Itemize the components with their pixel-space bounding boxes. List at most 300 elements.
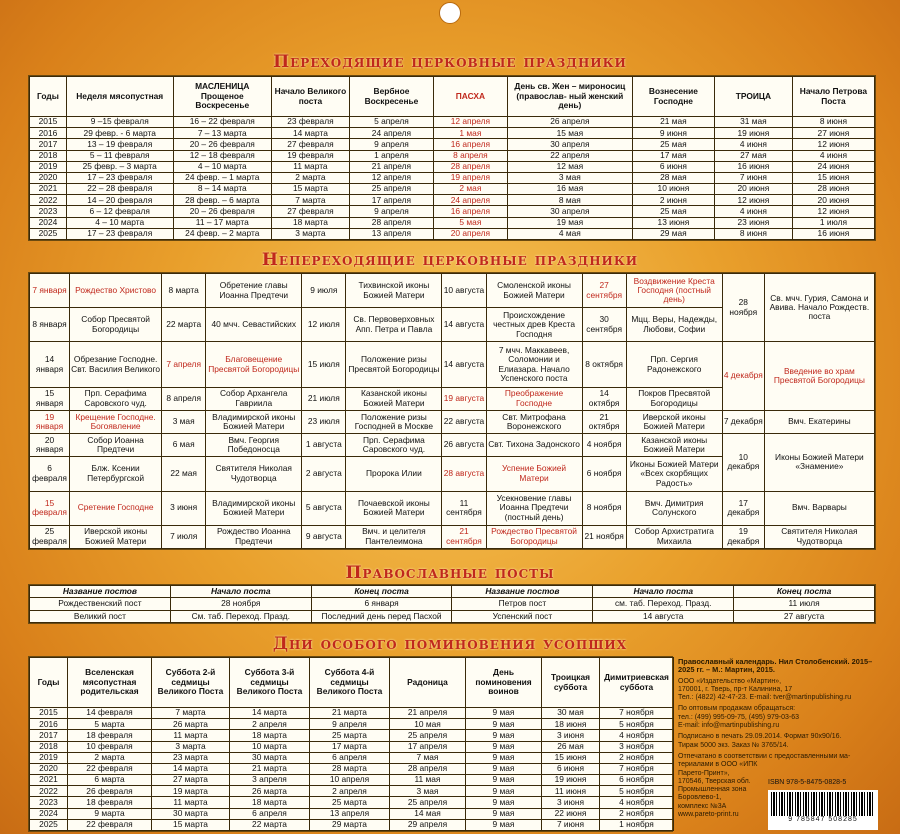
moving-cell: 2021 xyxy=(30,184,67,195)
moving-cell: 13 июня xyxy=(632,217,714,228)
fasts-header-cell: Начало поста xyxy=(170,586,311,598)
moving-cell: 2020 xyxy=(30,172,67,183)
memorial-cell: 5 марта xyxy=(68,719,152,730)
moving-cell: 3 марта xyxy=(271,228,349,239)
moving-cell: 31 мая xyxy=(714,117,792,128)
fixed-date-cell: 19 августа xyxy=(442,387,486,410)
moving-cell: 18 марта xyxy=(271,217,349,228)
moving-cell: 19 февраля xyxy=(271,150,349,161)
memorial-cell: 6 апреля xyxy=(230,808,310,819)
memorial-cell: 9 мая xyxy=(466,763,542,774)
moving-cell: 28 апреля xyxy=(433,161,507,172)
memorial-cell: 6 июня xyxy=(542,763,600,774)
moving-header-cell: ТРОИЦА xyxy=(714,77,792,117)
fixed-feast-cell: Смоленской иконы Божией Матери xyxy=(486,274,582,308)
memorial-cell: 9 мая xyxy=(466,708,542,719)
fixed-date-cell: 22 марта xyxy=(162,308,206,342)
fixed-feast-cell: Введение во храм Пресвятой Богородицы xyxy=(764,342,874,410)
memorial-row xyxy=(30,730,674,741)
moving-cell: 30 апреля xyxy=(507,206,632,217)
memorial-row xyxy=(30,775,674,786)
fixed-feast-cell: Свт. Митрофана Воронежского xyxy=(486,410,582,433)
moving-cell: 9 июня xyxy=(632,128,714,139)
moving-cell: 4 – 10 марта xyxy=(66,217,173,228)
imprint-line: териалами в ООО «ИПК xyxy=(678,761,758,769)
moving-cell: 2024 xyxy=(30,217,67,228)
moving-cell: 30 апреля xyxy=(507,139,632,150)
memorial-cell: 28 марта xyxy=(310,763,390,774)
fixed-feast-cell: Иконы Божией Матери «Знамение» xyxy=(764,434,874,491)
fasts-cell: См. таб. Переход. Празд. xyxy=(170,610,311,622)
fixed-date-cell: 17 декабря xyxy=(722,491,764,525)
memorial-cell: 23 марта xyxy=(152,752,230,763)
memorial-cell: 5 ноября xyxy=(600,719,674,730)
moving-row xyxy=(30,206,875,217)
memorial-cell: 30 марта xyxy=(152,808,230,819)
fixed-date-cell: 21 ноября xyxy=(582,525,626,548)
fixed-date-cell: 7 января xyxy=(30,274,70,308)
fasts-header-cell: Название постов xyxy=(30,586,171,598)
imprint-line: E-mail: info@martinpublishing.ru xyxy=(678,722,780,730)
memorial-cell: 3 марта xyxy=(152,741,230,752)
moving-cell: 24 февр. – 1 марта xyxy=(173,172,271,183)
fixed-date-cell: 28 августа xyxy=(442,457,486,491)
moving-cell: 4 июня xyxy=(714,206,792,217)
fixed-feast-cell: Владимирской иконы Божией Матери xyxy=(206,491,302,525)
moving-cell: 28 февр. – 6 марта xyxy=(173,195,271,206)
memorial-cell: 2018 xyxy=(30,741,68,752)
moving-row xyxy=(30,139,875,150)
fixed-feast-cell: Свт. Тихона Задонского xyxy=(486,434,582,457)
fixed-date-cell: 8 апреля xyxy=(162,387,206,410)
moving-cell: 7 марта xyxy=(271,195,349,206)
memorial-cell: 2 ноября xyxy=(600,752,674,763)
memorial-cell: 2017 xyxy=(30,730,68,741)
memorial-cell: 25 марта xyxy=(310,730,390,741)
memorial-header-cell: Суббота 2-й седмицы Великого Поста xyxy=(152,658,230,708)
moving-cell: 14 – 20 февраля xyxy=(66,195,173,206)
moving-cell: 16 апреля xyxy=(433,139,507,150)
barcode-number: 9 785847 508285 xyxy=(788,816,858,823)
memorial-cell: 3 июня xyxy=(542,730,600,741)
fixed-date-cell: 30 сентября xyxy=(582,308,626,342)
moving-header-cell: Годы xyxy=(30,77,67,117)
memorial-cell: 18 июня xyxy=(542,719,600,730)
moving-cell: 2025 xyxy=(30,228,67,239)
memorial-cell: 9 мая xyxy=(466,775,542,786)
moving-cell: 28 мая xyxy=(632,172,714,183)
fixed-date-cell: 15 июля xyxy=(302,342,346,387)
fixed-date-cell: 22 мая xyxy=(162,457,206,491)
fixed-feasts-panel xyxy=(28,272,876,550)
isbn-label: ISBN 978-5-8475-0828-5 xyxy=(768,779,847,786)
imprint-line: Отпечатано в соответствии с предоставленными ма- xyxy=(678,752,851,760)
fixed-feast-cell: Вмч. Димитрия Солунского xyxy=(626,491,722,525)
moving-cell: 3 мая xyxy=(507,172,632,183)
moving-cell: 20 – 26 февраля xyxy=(173,139,271,150)
fixed-feast-cell: Собор Архангела Гавриила xyxy=(206,387,302,410)
moving-cell: 25 мая xyxy=(632,206,714,217)
memorial-header-cell: Вселенская мясопустная родительская xyxy=(68,658,152,708)
moving-cell: 17 – 23 февраля xyxy=(66,228,173,239)
title-moving-feasts: Переходящие церковные праздники xyxy=(273,52,627,72)
memorial-cell: 7 марта xyxy=(152,708,230,719)
fixed-date-cell: 20 января xyxy=(30,434,70,457)
fixed-feast-cell: 7 мчч. Маккавеев, Соломонии и Елиазара. Начало Успенского поста xyxy=(486,342,582,387)
fixed-feast-cell: Вмч. Екатерины xyxy=(764,410,874,433)
fixed-feast-cell: Рождество Иоанна Предтечи xyxy=(206,525,302,548)
fixed-date-cell: 9 августа xyxy=(302,525,346,548)
fixed-feast-cell: Сретение Господне xyxy=(70,491,162,525)
moving-row xyxy=(30,195,875,206)
moving-cell: 4 – 10 марта xyxy=(173,161,271,172)
memorial-days-table xyxy=(29,657,674,831)
memorial-cell: 9 мая xyxy=(466,719,542,730)
moving-cell: 27 мая xyxy=(714,150,792,161)
memorial-cell: 10 марта xyxy=(230,741,310,752)
imprint-line: Тираж 5000 экз. Заказ № 3765/14. xyxy=(678,741,789,749)
fixed-date-cell: 10 августа xyxy=(442,274,486,308)
fixed-feast-cell: Почаевской иконы Божией Матери xyxy=(346,491,442,525)
fixed-date-cell: 11 сентября xyxy=(442,491,486,525)
memorial-cell: 2 апреля xyxy=(310,786,390,797)
moving-header-cell: Начало Великого поста xyxy=(271,77,349,117)
moving-cell: 5 апреля xyxy=(349,117,433,128)
fixed-feast-cell: Рождество Христово xyxy=(70,274,162,308)
memorial-cell: 2015 xyxy=(30,708,68,719)
memorial-header-cell: Димитриевская суббота xyxy=(600,658,674,708)
fixed-date-cell: 4 декабря xyxy=(722,342,764,410)
moving-cell: 2 марта xyxy=(271,172,349,183)
memorial-cell: 18 февраля xyxy=(68,730,152,741)
moving-cell: 9 апреля xyxy=(349,206,433,217)
moving-row xyxy=(30,172,875,183)
memorial-cell: 11 мая xyxy=(390,775,466,786)
memorial-cell: 2 ноября xyxy=(600,808,674,819)
memorial-cell: 9 мая xyxy=(466,752,542,763)
memorial-cell: 2016 xyxy=(30,719,68,730)
memorial-cell: 21 апреля xyxy=(390,708,466,719)
moving-cell: 16 – 22 февраля xyxy=(173,117,271,128)
memorial-cell: 9 мая xyxy=(466,819,542,830)
memorial-cell: 2019 xyxy=(30,752,68,763)
memorial-cell: 6 ноября xyxy=(600,775,674,786)
memorial-cell: 25 апреля xyxy=(390,797,466,808)
memorial-cell: 2020 xyxy=(30,763,68,774)
fixed-date-cell: 3 мая xyxy=(162,410,206,433)
barcode xyxy=(768,790,878,830)
memorial-row xyxy=(30,719,674,730)
moving-cell: 1 июля xyxy=(792,217,874,228)
moving-cell: 27 июня xyxy=(792,128,874,139)
fixed-date-cell: 8 января xyxy=(30,308,70,342)
fixed-row xyxy=(30,410,875,433)
moving-cell: 27 февраля xyxy=(271,206,349,217)
imprint-line: ООО «Издательство «Мартин», xyxy=(678,677,782,685)
memorial-cell: 22 марта xyxy=(230,819,310,830)
memorial-row xyxy=(30,786,674,797)
fixed-feast-cell: Собор Иоанна Предтечи xyxy=(70,434,162,457)
moving-cell: 12 апреля xyxy=(433,117,507,128)
memorial-row xyxy=(30,752,674,763)
fasts-cell: 11 июля xyxy=(734,598,875,610)
moving-cell: 15 марта xyxy=(271,184,349,195)
fasts-cell: Последний день перед Пасхой xyxy=(311,610,452,622)
memorial-cell: 30 марта xyxy=(230,752,310,763)
moving-cell: 12 апреля xyxy=(349,172,433,183)
fixed-feast-cell: Крещение Господне. Богоявление xyxy=(70,410,162,433)
moving-cell: 24 апреля xyxy=(349,128,433,139)
fixed-date-cell: 8 марта xyxy=(162,274,206,308)
fasts-table xyxy=(29,585,875,623)
moving-cell: 20 июня xyxy=(714,184,792,195)
fixed-date-cell: 21 июля xyxy=(302,387,346,410)
memorial-cell: 22 февраля xyxy=(68,819,152,830)
fixed-date-cell: 21 сентября xyxy=(442,525,486,548)
fixed-feast-cell: Положение ризы Господней в Москве xyxy=(346,410,442,433)
fixed-feast-cell: Святителя Николая Чудотворца xyxy=(764,525,874,548)
fixed-date-cell: 7 декабря xyxy=(722,410,764,433)
memorial-cell: 7 ноября xyxy=(600,763,674,774)
moving-feasts-panel xyxy=(28,75,876,241)
memorial-cell: 30 мая xyxy=(542,708,600,719)
fixed-date-cell: 14 января xyxy=(30,342,70,387)
fixed-feast-cell: Вмч. и целителя Пантелеимона xyxy=(346,525,442,548)
memorial-cell: 26 марта xyxy=(152,719,230,730)
moving-cell: 28 апреля xyxy=(349,217,433,228)
fixed-date-cell: 14 августа xyxy=(442,342,486,387)
moving-cell: 4 июня xyxy=(792,150,874,161)
imprint-line: По оптовым продажам обращаться: xyxy=(678,705,796,713)
memorial-cell: 27 марта xyxy=(152,775,230,786)
memorial-cell: 22 июня xyxy=(542,808,600,819)
memorial-cell: 2024 xyxy=(30,808,68,819)
fixed-feast-cell: Казанской иконы Божией Матери xyxy=(626,434,722,457)
fixed-feast-cell: Иверской иконы Божией Матери xyxy=(70,525,162,548)
memorial-cell: 3 мая xyxy=(390,786,466,797)
moving-cell: 16 июня xyxy=(792,228,874,239)
fixed-feast-cell: Усекновение главы Иоанна Предтечи (постный день) xyxy=(486,491,582,525)
moving-cell: 2016 xyxy=(30,128,67,139)
fixed-feast-cell: Святителя Николая Чудотворца xyxy=(206,457,302,491)
moving-cell: 4 июня xyxy=(714,139,792,150)
moving-cell: 2017 xyxy=(30,139,67,150)
moving-cell: 4 мая xyxy=(507,228,632,239)
memorial-cell: 9 мая xyxy=(466,808,542,819)
fasts-header-row xyxy=(30,586,875,598)
moving-cell: 2022 xyxy=(30,195,67,206)
memorial-cell: 9 апреля xyxy=(310,719,390,730)
moving-cell: 1 апреля xyxy=(349,150,433,161)
moving-cell: 8 – 14 марта xyxy=(173,184,271,195)
moving-cell: 2019 xyxy=(30,161,67,172)
moving-cell: 6 июня xyxy=(632,161,714,172)
fasts-row xyxy=(30,598,875,610)
fixed-row xyxy=(30,434,875,457)
memorial-cell: 29 марта xyxy=(310,819,390,830)
title-fixed-feasts: Непереходящие церковные праздники xyxy=(261,250,639,270)
fixed-date-cell: 15 января xyxy=(30,387,70,410)
memorial-header-cell: Троицкая суббота xyxy=(542,658,600,708)
memorial-cell: 15 марта xyxy=(152,819,230,830)
memorial-cell: 11 июня xyxy=(542,786,600,797)
fixed-date-cell: 26 августа xyxy=(442,434,486,457)
fixed-feast-cell: Пророка Илии xyxy=(346,457,442,491)
fixed-feast-cell: Успение Божией Матери xyxy=(486,457,582,491)
fixed-feast-cell: Прп. Сергия Радонежского xyxy=(626,342,722,387)
moving-cell: 23 июня xyxy=(714,217,792,228)
fixed-date-cell: 7 июля xyxy=(162,525,206,548)
memorial-row xyxy=(30,808,674,819)
moving-cell: 15 мая xyxy=(507,128,632,139)
memorial-cell: 21 марта xyxy=(230,763,310,774)
memorial-cell: 21 марта xyxy=(310,708,390,719)
moving-cell: 16 июня xyxy=(714,161,792,172)
fixed-row xyxy=(30,491,875,525)
fixed-date-cell: 19 января xyxy=(30,410,70,433)
memorial-cell: 10 мая xyxy=(390,719,466,730)
fixed-feast-cell: Покров Пресвятой Богородицы xyxy=(626,387,722,410)
moving-cell: 15 июня xyxy=(792,172,874,183)
fasts-cell: 27 августа xyxy=(734,610,875,622)
memorial-cell: 18 февраля xyxy=(68,797,152,808)
memorial-cell: 1 ноября xyxy=(600,819,674,830)
moving-cell: 12 июня xyxy=(714,195,792,206)
moving-cell: 2015 xyxy=(30,117,67,128)
memorial-cell: 14 марта xyxy=(230,708,310,719)
memorial-days-panel xyxy=(28,656,673,832)
memorial-cell: 26 мая xyxy=(542,741,600,752)
imprint-line: Тел.: (4822) 42-47-23. E-mail: tver@martinpublishing.ru xyxy=(678,694,852,702)
fasts-header-cell: Начало поста xyxy=(593,586,734,598)
fasts-header-cell: Конец поста xyxy=(734,586,875,598)
moving-row xyxy=(30,128,875,139)
fixed-feast-cell: Обретение главы Иоанна Предтечи xyxy=(206,274,302,308)
moving-cell: 29 февр. - 6 марта xyxy=(66,128,173,139)
memorial-cell: 9 марта xyxy=(68,808,152,819)
memorial-cell: 3 июня xyxy=(542,797,600,808)
fixed-date-cell: 3 июня xyxy=(162,491,206,525)
moving-cell: 20 июня xyxy=(792,195,874,206)
moving-header-cell: День св. Жен – мироносиц (православ- ный женский день) xyxy=(507,77,632,117)
memorial-cell: 19 июня xyxy=(542,775,600,786)
fasts-panel xyxy=(28,584,876,624)
moving-cell: 17 – 23 февраля xyxy=(66,172,173,183)
fixed-date-cell: 6 мая xyxy=(162,434,206,457)
memorial-cell: 7 июня xyxy=(542,819,600,830)
fixed-date-cell: 15 февраля xyxy=(30,491,70,525)
fixed-feast-cell: Собор Пресвятой Богородицы xyxy=(70,308,162,342)
memorial-cell: 15 июня xyxy=(542,752,600,763)
moving-cell: 7 – 13 марта xyxy=(173,128,271,139)
memorial-cell: 2 апреля xyxy=(230,719,310,730)
fixed-row xyxy=(30,525,875,548)
moving-cell: 13 апреля xyxy=(349,228,433,239)
moving-cell: 19 апреля xyxy=(433,172,507,183)
fasts-cell: см. таб. Переход. Празд. xyxy=(593,598,734,610)
moving-cell: 8 июня xyxy=(714,228,792,239)
moving-cell: 2018 xyxy=(30,150,67,161)
hanging-hole xyxy=(439,2,461,24)
fixed-feast-cell: Владимирской иконы Божией Матери xyxy=(206,410,302,433)
moving-cell: 19 мая xyxy=(507,217,632,228)
memorial-cell: 13 апреля xyxy=(310,808,390,819)
moving-cell: 17 апреля xyxy=(349,195,433,206)
memorial-cell: 25 марта xyxy=(310,797,390,808)
memorial-cell: 29 апреля xyxy=(390,819,466,830)
moving-cell: 23 февраля xyxy=(271,117,349,128)
fasts-row xyxy=(30,610,875,622)
fasts-cell: 28 ноября xyxy=(170,598,311,610)
memorial-cell: 14 февраля xyxy=(68,708,152,719)
fixed-feast-cell: Блж. Ксении Петербургской xyxy=(70,457,162,491)
fixed-date-cell: 14 октября xyxy=(582,387,626,410)
moving-cell: 14 марта xyxy=(271,128,349,139)
fixed-feast-cell: Св. Первоверховных Апп. Петра и Павла xyxy=(346,308,442,342)
imprint-line: Парето-Принт», xyxy=(678,769,730,777)
fixed-date-cell: 27 сентября xyxy=(582,274,626,308)
fasts-cell: Успенский пост xyxy=(452,610,593,622)
fixed-date-cell: 21 октября xyxy=(582,410,626,433)
memorial-cell: 25 апреля xyxy=(390,730,466,741)
moving-cell: 7 июня xyxy=(714,172,792,183)
fixed-feast-cell: Происхождение честных древ Креста Господня xyxy=(486,308,582,342)
moving-header-cell: Неделя мясопустная xyxy=(66,77,173,117)
moving-cell: 10 июня xyxy=(632,184,714,195)
memorial-cell: 6 апреля xyxy=(310,752,390,763)
title-memorial-days: Дни особого поминовения усопших xyxy=(272,634,628,654)
fixed-date-cell: 23 июля xyxy=(302,410,346,433)
memorial-cell: 26 марта xyxy=(230,786,310,797)
moving-cell: 28 июня xyxy=(792,184,874,195)
fasts-header-cell: Название постов xyxy=(452,586,593,598)
moving-header-cell: ПАСХА xyxy=(433,77,507,117)
fixed-feast-cell: 40 мчч. Севастийских xyxy=(206,308,302,342)
moving-row xyxy=(30,161,875,172)
fixed-feast-cell: Прп. Серафима Саровского чуд. xyxy=(346,434,442,457)
memorial-cell: 22 февраля xyxy=(68,763,152,774)
moving-cell: 22 апреля xyxy=(507,150,632,161)
imprint-line: Боровлево-1, xyxy=(678,794,722,802)
memorial-cell: 2 марта xyxy=(68,752,152,763)
memorial-cell: 11 марта xyxy=(152,797,230,808)
fixed-feast-cell: Обрезание Господне. Свт. Василия Великого xyxy=(70,342,162,387)
fixed-feast-cell: Иверской иконы Божией Матери xyxy=(626,410,722,433)
moving-cell: 24 июня xyxy=(792,161,874,172)
memorial-cell: 7 ноября xyxy=(600,708,674,719)
fixed-date-cell: 10 декабря xyxy=(722,434,764,491)
fasts-cell: 14 августа xyxy=(593,610,734,622)
fixed-date-cell: 25 февраля xyxy=(30,525,70,548)
moving-header-cell: Начало Петрова Поста xyxy=(792,77,874,117)
moving-cell: 11 – 17 марта xyxy=(173,217,271,228)
moving-header-cell: МАСЛЕНИЦА Прощеное Воскресенье xyxy=(173,77,271,117)
moving-cell: 24 апреля xyxy=(433,195,507,206)
fixed-feast-cell: Вмч. Варвары xyxy=(764,491,874,525)
fixed-date-cell: 12 июля xyxy=(302,308,346,342)
moving-cell: 9 –15 февраля xyxy=(66,117,173,128)
imprint-line: Православный календарь. Нил Столобенский. 2015–2025 гг. – М.: Мартин, 2015. xyxy=(678,657,873,675)
memorial-header-row xyxy=(30,658,674,708)
imprint-line: тел.: (499) 995-09-75, (495) 979-03-63 xyxy=(678,713,799,721)
fixed-feast-cell: Преображение Господне xyxy=(486,387,582,410)
moving-feasts-table xyxy=(29,76,875,240)
moving-cell: 25 февр. – 3 марта xyxy=(66,161,173,172)
moving-cell: 16 апреля xyxy=(433,206,507,217)
fasts-cell: Великий пост xyxy=(30,610,171,622)
moving-row xyxy=(30,217,875,228)
moving-cell: 27 февраля xyxy=(271,139,349,150)
